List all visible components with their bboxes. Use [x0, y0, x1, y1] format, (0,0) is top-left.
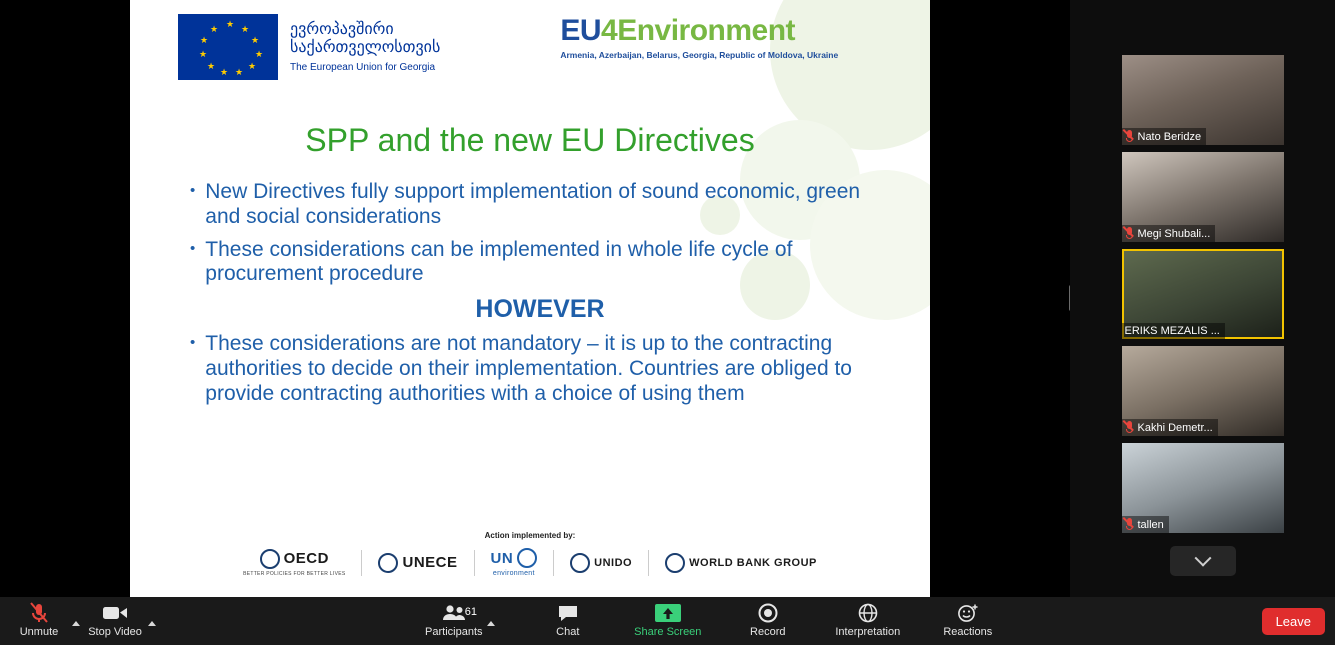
bullet-dot-icon: • [190, 334, 196, 352]
world-bank-logo [665, 553, 817, 573]
logo-name: UN [490, 549, 514, 567]
leave-button[interactable]: Leave [1262, 608, 1325, 635]
divider [553, 550, 554, 576]
slide-however-text: HOWEVER [475, 295, 605, 324]
oecd-globe-icon [260, 549, 280, 569]
unmute-label: Unmute [19, 626, 59, 638]
microphone-muted-icon [29, 602, 49, 624]
meeting-toolbar [0, 597, 1335, 645]
participant-tile[interactable] [1122, 443, 1284, 533]
record-button[interactable] [737, 602, 799, 640]
gallery-scroll-down-button[interactable] [1170, 546, 1236, 576]
eu4env-environment: Environment [617, 14, 796, 47]
audio-options-chevron-icon[interactable] [72, 621, 80, 626]
divider [474, 550, 475, 576]
list-item [190, 238, 890, 288]
eu-logo-ka-line2: საქართველოსთვის [290, 39, 441, 57]
logo-name: OECD [283, 550, 329, 567]
chevron-down-icon [1194, 550, 1211, 567]
eu-georgia-logo [178, 14, 440, 80]
interpretation-label: Interpretation [835, 626, 901, 638]
slide-bullet-list [190, 180, 890, 414]
participant-name: ERIKS MEZALIS ... [1124, 325, 1220, 337]
bullet-dot-icon: • [190, 182, 196, 199]
logo-name: UNIDO [594, 556, 633, 569]
participant-tile[interactable] [1122, 55, 1284, 145]
slide-footer [130, 531, 930, 577]
divider [648, 550, 649, 576]
participants-label: Participants [425, 626, 483, 638]
video-camera-icon [102, 602, 128, 624]
chat-bubble-icon [557, 602, 579, 624]
participant-name-badge [1122, 225, 1216, 242]
implemented-by-label: Action implemented by: [484, 531, 576, 540]
people-icon [441, 602, 467, 624]
participant-name-badge [1122, 128, 1207, 145]
world-bank-globe-icon [665, 553, 685, 573]
participant-tile-active-speaker[interactable] [1122, 249, 1284, 339]
reactions-button[interactable] [937, 602, 999, 640]
list-item [190, 180, 890, 230]
participants-button[interactable] [423, 602, 485, 640]
smiley-plus-icon [957, 602, 979, 624]
unido-logo [570, 553, 632, 573]
eu4env-four: 4 [601, 14, 618, 47]
presentation-slide [130, 0, 930, 597]
bullet-text: These considerations can be implemented in whole life cycle of procurement procedure [205, 237, 793, 286]
microphone-muted-icon [1125, 130, 1135, 143]
participant-gallery [1070, 0, 1335, 597]
participant-tile[interactable] [1122, 152, 1284, 242]
eu4environment-logo [560, 14, 838, 60]
participant-name-badge [1122, 516, 1169, 533]
bullet-text: These considerations are not mandatory – it is up to the contracting authorities to decide on their implementation. Countries are obliged to provide contracting authorities with a choice of using them [205, 332, 852, 405]
share-screen-button[interactable] [634, 602, 702, 640]
reactions-label: Reactions [943, 626, 993, 638]
un-globe-icon [517, 548, 537, 568]
share-screen-label: Share Screen [634, 626, 702, 638]
participant-name-badge [1122, 323, 1225, 339]
bullet-text: New Directives fully support implementation of sound economic, green and social considerations [205, 180, 861, 228]
participant-name: Megi Shubali... [1137, 227, 1211, 240]
record-label: Record [750, 626, 786, 638]
eu-logo-ka-line1: ევროპავშირი [290, 20, 394, 38]
stop-video-button[interactable] [84, 602, 146, 640]
globe-icon [858, 602, 878, 624]
record-circle-icon [758, 602, 778, 624]
participant-tile[interactable] [1122, 346, 1284, 436]
participant-name: Nato Beridze [1137, 130, 1202, 143]
bullet-dot-icon: • [190, 239, 196, 257]
interpretation-button[interactable] [837, 602, 899, 640]
participants-count: 61 [464, 606, 478, 618]
eu4env-eu: EU [560, 14, 601, 47]
un-globe-icon [378, 553, 398, 573]
participant-name-badge [1122, 419, 1218, 436]
eu4env-countries: Armenia, Azerbaijan, Belarus, Georgia, Republic of Moldova, Ukraine [560, 50, 839, 60]
participant-name: Kakhi Demetr... [1137, 421, 1213, 434]
logo-tagline: environment [492, 570, 535, 577]
chat-label: Chat [556, 626, 580, 638]
list-item [190, 332, 890, 406]
chat-button[interactable] [537, 602, 599, 640]
unmute-button[interactable] [8, 602, 70, 640]
microphone-muted-icon [1125, 518, 1135, 531]
participants-options-chevron-icon[interactable] [487, 621, 495, 626]
stop-video-label: Stop Video [88, 626, 142, 638]
microphone-muted-icon [1125, 227, 1135, 240]
un-environment-logo [491, 548, 538, 577]
logo-name: WORLD BANK GROUP [689, 556, 817, 569]
unece-logo [378, 553, 457, 573]
share-arrow-icon [654, 602, 682, 624]
video-options-chevron-icon[interactable] [148, 621, 156, 626]
unido-globe-icon [570, 553, 590, 573]
logo-tagline: BETTER POLICIES FOR BETTER LIVES [243, 570, 346, 577]
divider [361, 550, 362, 576]
eu-logo-en-line: The European Union for Georgia [290, 61, 436, 73]
eu-flag-icon: ★ ★ ★ ★ ★ ★ ★ ★ ★ ★ ★ [178, 14, 278, 80]
logo-name: UNECE [402, 554, 458, 571]
slide-title: SPP and the new EU Directives [305, 122, 755, 158]
oecd-logo [243, 549, 345, 577]
microphone-muted-icon [1125, 421, 1135, 434]
participant-name: tallen [1137, 518, 1164, 531]
slide-header [130, 14, 930, 80]
